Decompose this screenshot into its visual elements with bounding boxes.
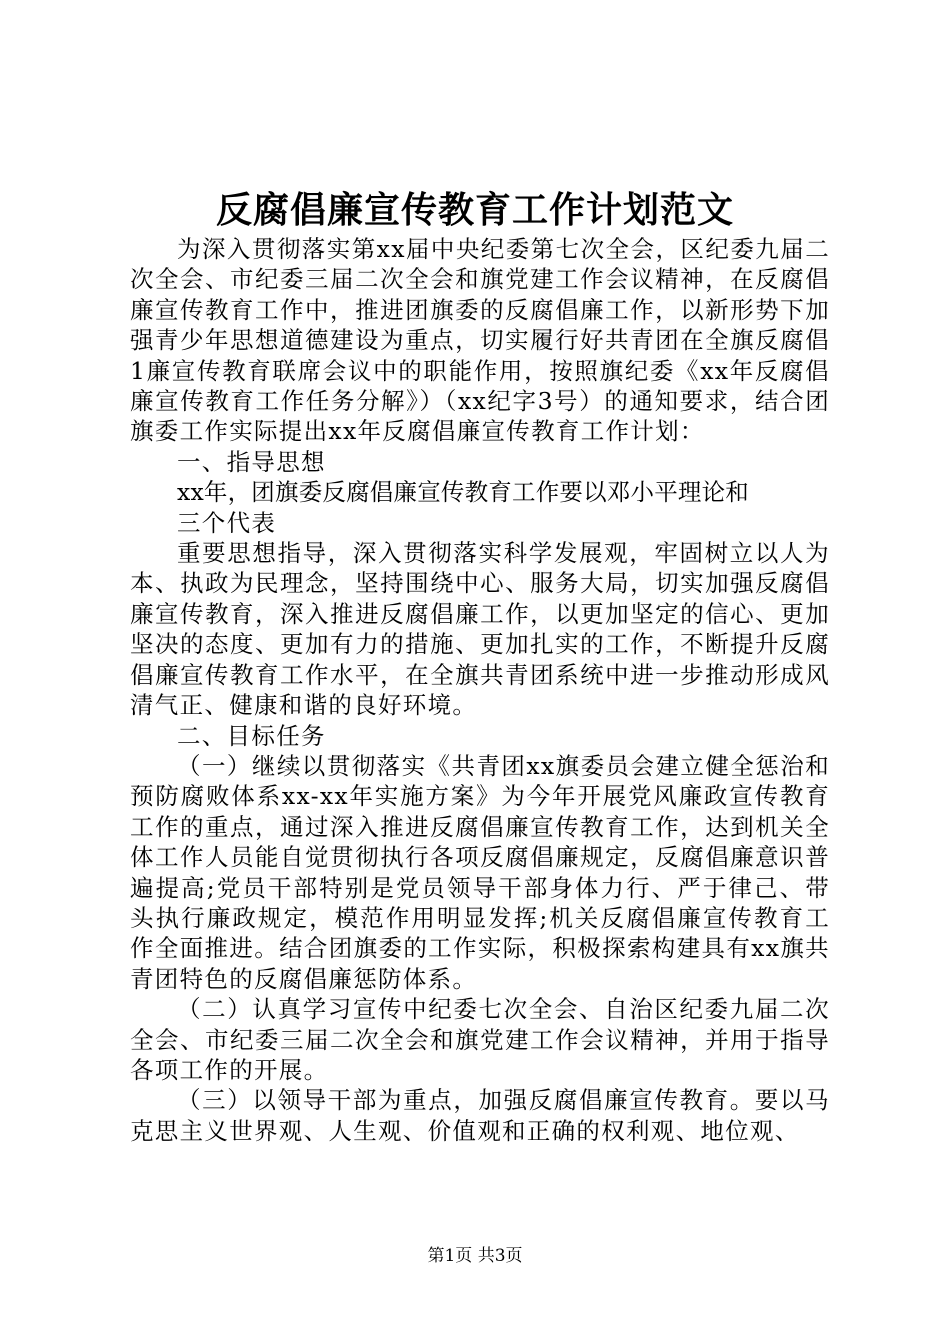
- section-heading-guiding-ideology: 一、指导思想: [177, 447, 326, 476]
- task-item-2: （二）认真学习宣传中纪委七次全会、自治区纪委九届二次全会、市纪委三届二次全会和旗党建工作会议精神，并用于指导各项工作的开展。: [130, 995, 830, 1084]
- task-item-1: （一）继续以贯彻落实《共青团xx旗委员会建立健全惩治和预防腐败体系xx-xx年实施方案》为今年开展党风廉政宣传教育工作的重点，通过深入推进反腐倡廉宣传教育工作，达到机关全体工作人员能自觉贯彻执行各项反腐倡廉规定，反腐倡廉意识普遍提高;党员干部特别是党员领导干部身体力行、严于律己、带头执行廉政规定，模范作用明显发挥;机关反腐倡廉宣传教育工作全面推进。结合团旗委的工作实际，积极探索构建具有xx旗共青团特色的反腐倡廉惩防体系。: [130, 751, 830, 993]
- guiding-ideology-paragraph: 重要思想指导，深入贯彻落实科学发展观，牢固树立以人为本、执政为民理念，坚持围绕中心、服务大局，切实加强反腐倡廉宣传教育，深入推进反腐倡廉工作，以更加坚定的信心、更加坚决的态度、更加有力的措施、更加扎实的工作，不断提升反腐倡廉宣传教育工作水平，在全旗共青团系统中进一步推动形成风清气正、健康和谐的良好环境。: [130, 539, 830, 720]
- document-body: [130, 234, 830, 1146]
- task-item-3: （三）以领导干部为重点，加强反腐倡廉宣传教育。要以马克思主义世界观、人生观、价值观和正确的权利观、地位观、: [130, 1086, 830, 1145]
- page-footer: 第1页 共3页: [427, 1246, 523, 1266]
- guiding-ideology-line: xx年，团旗委反腐倡廉宣传教育工作要以邓小平理论和: [177, 478, 750, 507]
- section-heading-goals-tasks: 二、目标任务: [177, 721, 326, 750]
- document-title: 反腐倡廉宣传教育工作计划范文: [215, 189, 734, 231]
- intro-paragraph: 为深入贯彻落实第xx届中央纪委第七次全会，区纪委九届二次全会、市纪委三届二次全会和旗党建工作会议精神，在反腐倡廉宣传教育工作中，推进团旗委的反腐倡廉工作，以新形势下加强青少年思想道德建设为重点，切实履行好共青团在全旗反腐倡1廉宣传教育联席会议中的职能作用，按照旗纪委《xx年反腐倡廉宣传教育工作任务分解》）（xx纪字3号）的通知要求，结合团旗委工作实际提出xx年反腐倡廉宣传教育工作计划：: [130, 235, 830, 446]
- three-represents-line: 三个代表: [177, 508, 277, 537]
